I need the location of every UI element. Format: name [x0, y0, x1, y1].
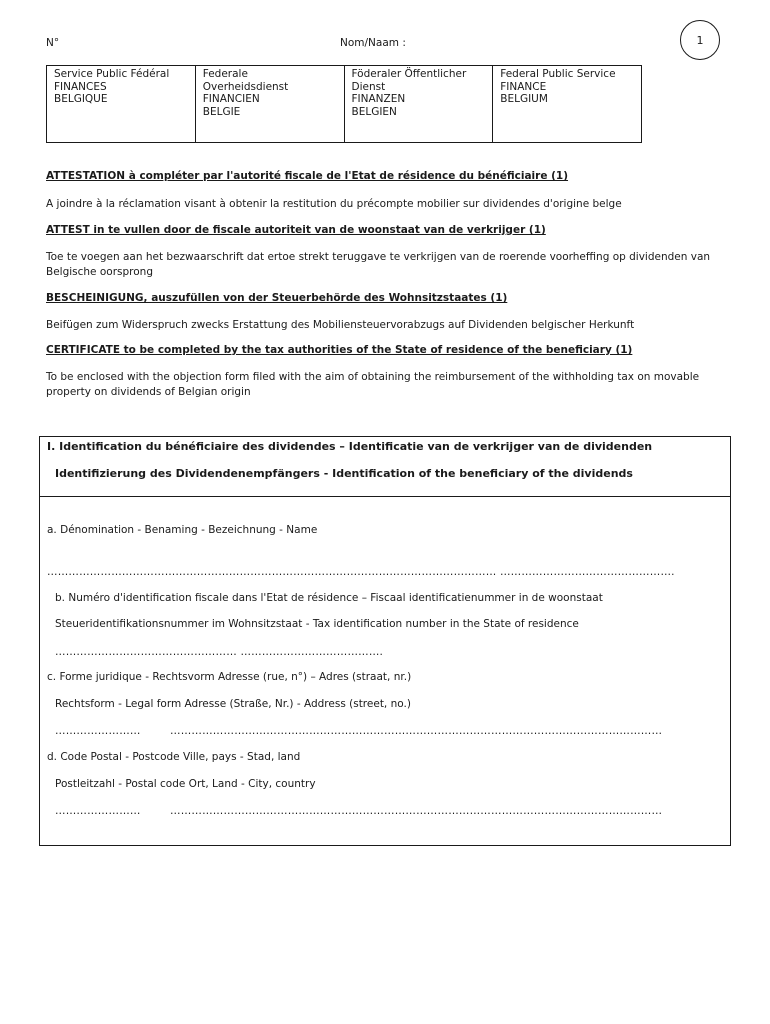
field-tax-id-input-line[interactable]: …………………………………………… ………………………………….: [55, 646, 384, 658]
institution-cell-de: [344, 66, 493, 142]
institution-cell-nl: [195, 66, 344, 142]
institution-line: Federal Public Service: [500, 68, 616, 80]
number-label: N°: [46, 37, 60, 49]
attestation-text-nl: Toe te voegen aan het bezwaarschrift dat ertoe strekt teruggave te verkrijgen van de roerende voorheffing op dividenden van Belgische oorsprong: [46, 251, 711, 278]
field-address-input-line[interactable]: …………………………………………………………………………………………………………………………: [170, 725, 663, 737]
attestation-title-de: BESCHEINIGUNG, auszufüllen von der Steuerbehörde des Wohnsitzstaates (1): [46, 292, 508, 304]
page-number-badge: 1: [680, 20, 720, 60]
field-label-legal-form-line1: c. Forme juridique - Rechtsvorm Adresse (rue, n°) – Adres (straat, nr.): [47, 671, 412, 683]
field-label-name: a. Dénomination - Benaming - Bezeichnung - Name: [47, 524, 318, 536]
attestation-text-de: Beifügen zum Widerspruch zwecks Erstattung des Mobiliensteuervorabzugs auf Dividenden belgischer Herkunft: [46, 319, 635, 331]
section-title-line1: I. Identification du bénéficiaire des dividendes – Identificatie van de verkrijger van de dividenden: [47, 440, 653, 453]
field-label-legal-form-line2: Rechtsform - Legal form Adresse (Straße, Nr.) - Address (street, no.): [55, 698, 411, 710]
institution-line: BELGIUM: [500, 93, 548, 105]
institution-cell-fr: [47, 66, 195, 142]
field-label-tax-id-line1: b. Numéro d'identification fiscale dans l'Etat de résidence – Fiscaal identificatienummer in de woonstaat: [55, 592, 603, 604]
attestation-text-en: To be enclosed with the objection form filed with the aim of obtaining the reimbursement of the withholding tax on movable property on dividends of Belgian origin: [46, 371, 700, 398]
institution-line: BELGIE: [202, 105, 241, 118]
attestation-title-nl: ATTEST in te vullen door de fiscale autoriteit van de woonstaat van de verkrijger (1): [46, 224, 546, 236]
attestation-title-en: CERTIFICATE to be completed by the tax authorities of the State of residence of the beneficiary (1): [46, 344, 633, 356]
section-divider: [39, 496, 731, 497]
institution-line: Service Public Fédéral: [54, 68, 170, 80]
institution-table: [46, 65, 642, 143]
field-label-tax-id-line2: Steueridentifikationsnummer im Wohnsitzstaat - Tax identification number in the State of residence: [55, 618, 579, 630]
institution-cell-en: [492, 66, 641, 142]
field-postcode-input-line[interactable]: ……………………: [55, 805, 141, 817]
institution-line: FINANCE: [500, 80, 547, 93]
institution-line: Dienst: [351, 80, 386, 93]
institution-line: FINANCIEN: [202, 93, 260, 105]
field-label-postcode-line2: Postleitzahl - Postal code Ort, Land - City, country: [55, 778, 316, 790]
name-label: Nom/Naam :: [340, 37, 406, 49]
section-title-line2: Identifizierung des Dividendenempfängers - Identification of the beneficiary of the dividends: [55, 467, 633, 480]
institution-line: Föderaler Öffentlicher: [351, 68, 467, 80]
field-city-input-line[interactable]: …………………………………………………………………………………………………………………………: [170, 805, 663, 817]
institution-line: FINANCES: [54, 80, 107, 93]
field-name-input-line[interactable]: ……………………………………………………………………………………………………………… ………………………………………….: [47, 566, 675, 578]
attestation-title-fr: ATTESTATION à compléter par l'autorité fiscale de l'Etat de résidence du bénéficiaire (1): [46, 170, 569, 182]
institution-line: FINANZEN: [351, 93, 406, 105]
field-label-postcode-line1: d. Code Postal - Postcode Ville, pays - Stad, land: [47, 751, 301, 763]
institution-line: BELGIQUE: [54, 93, 108, 105]
institution-line: Overheidsdienst: [202, 80, 289, 93]
institution-line: Federale: [202, 68, 248, 80]
institution-line: BELGIEN: [351, 105, 397, 118]
attestation-text-fr: A joindre à la réclamation visant à obtenir la restitution du précompte mobilier sur dividendes d'origine belge: [46, 198, 622, 210]
field-legal-form-input-line[interactable]: ……………………: [55, 725, 141, 737]
